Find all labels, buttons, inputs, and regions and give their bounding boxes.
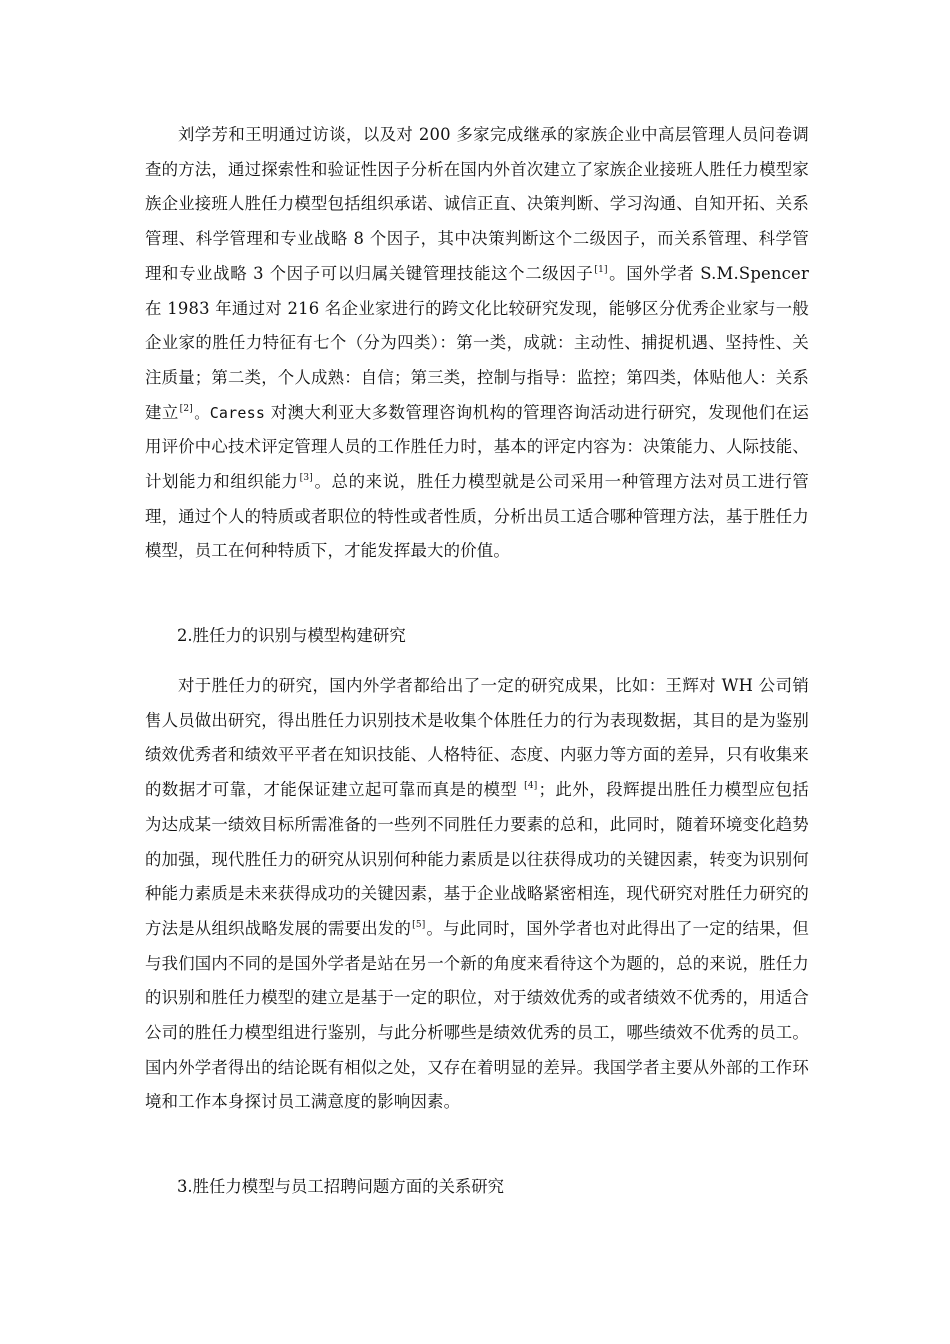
citation-ref-2: [2] (179, 403, 194, 414)
citation-ref-4: [4] (524, 781, 538, 792)
section-heading-3: 3.胜任力模型与员工招聘问题方面的关系研究 (177, 1177, 505, 1196)
paragraph-text: 刘学芳和王明通过访谈，以及对 200 多家完成继承的家族企业中高层管理人员问卷调查的方法，通过探索性和验证性因子分析在国内外首次建立了家族企业接班人胜任力模型家族企业接班人胜任力模型包括组织承诺、诚信正直、决策判断、学习沟通、自知开拓、关系管理、科学管理和专业战略 8 个因子，其中决策判断这个二级因子，而关系管理、科学管理和专业战略 3 个因子可以归属关键管理技能这个二级因子 (145, 125, 809, 283)
paragraph-identification-research (145, 669, 809, 1120)
section-heading-2: 2.胜任力的识别与模型构建研究 (177, 626, 406, 645)
paragraph-text: 对澳大利亚大多数管理咨询机构的管理咨询活动进行研究，发现他们在运用评价中心技术评定管理人员的工作胜任力时，基本的评定内容为：决策能力、人际技能、计划能力和组织能力 (145, 402, 809, 492)
citation-ref-1: [1] (594, 264, 608, 275)
paragraph-text: 。总的来说，胜任力模型就是公司采用一种管理方法对员工进行管理，通过个人的特质或者职位的特性或者性质，分析出员工适合哪种管理方法，基于胜任力模型，员工在何种特质下，才能发挥最大的价值。 (145, 472, 809, 561)
paragraph-text-latin: 。Caress (194, 403, 266, 422)
citation-ref-5: [5] (412, 919, 426, 930)
paragraph-text: 。与此同时，国外学者也对此得出了一定的结果，但与我们国内不同的是国外学者是站在另一个新的角度来看待这个为题的，总的来说，胜任力的识别和胜任力模型的建立是基于一定的职位，对于绩效优秀的或者绩效不优秀的，用适合公司的胜任力模型组进行鉴别，与此分析哪些是绩效优秀的员工，哪些绩效不优秀的员工。国内外学者得出的结论既有相似之处，又存在着明显的差异。我国学者主要从外部的工作环境和工作本身探讨员工满意度的影响因素。 (145, 918, 809, 1112)
paragraph-text: ；此外，段辉提出胜任力模型应包括为达成某一绩效目标所需准备的一些列不同胜任力要素的总和，此同时，随着环境变化趋势的加强，现代胜任力的研究从识别何种能力素质是以往获得成功的关键因素，转变为识别何种能力素质是未来获得成功的关键因素，基于企业战略紧密相连，现代研究对胜任力研究的方法是从组织战略发展的需要出发的 (145, 780, 809, 938)
citation-ref-3: [3] (299, 473, 313, 484)
paragraph-text: 。国外学者 S.M.Spencer 在 1983 年通过对 216 名企业家进行的跨文化比较研究发现，能够区分优秀企业家与一般企业家的胜任力特征有七个（分为四类）：第一类，成就：主动性、捕捉机遇、坚持性、关注质量；第二类，个人成熟：自信；第三类，控制与指导：监控；第四类，体贴他人：关系建立 (145, 263, 809, 422)
paragraph-text: 对于胜任力的研究，国内外学者都给出了一定的研究成果，比如：王辉对 WH 公司销售人员做出研究，得出胜任力识别技术是收集个体胜任力的行为表现数据，其目的是为鉴别绩效优秀者和绩效平平者在知识技能、人格特征、态度、内驱力等方面的差异，只有收集来的数据才可靠，才能保证建立起可靠而真是的模型 (145, 676, 809, 800)
paragraph-competency-model-review (145, 118, 809, 569)
